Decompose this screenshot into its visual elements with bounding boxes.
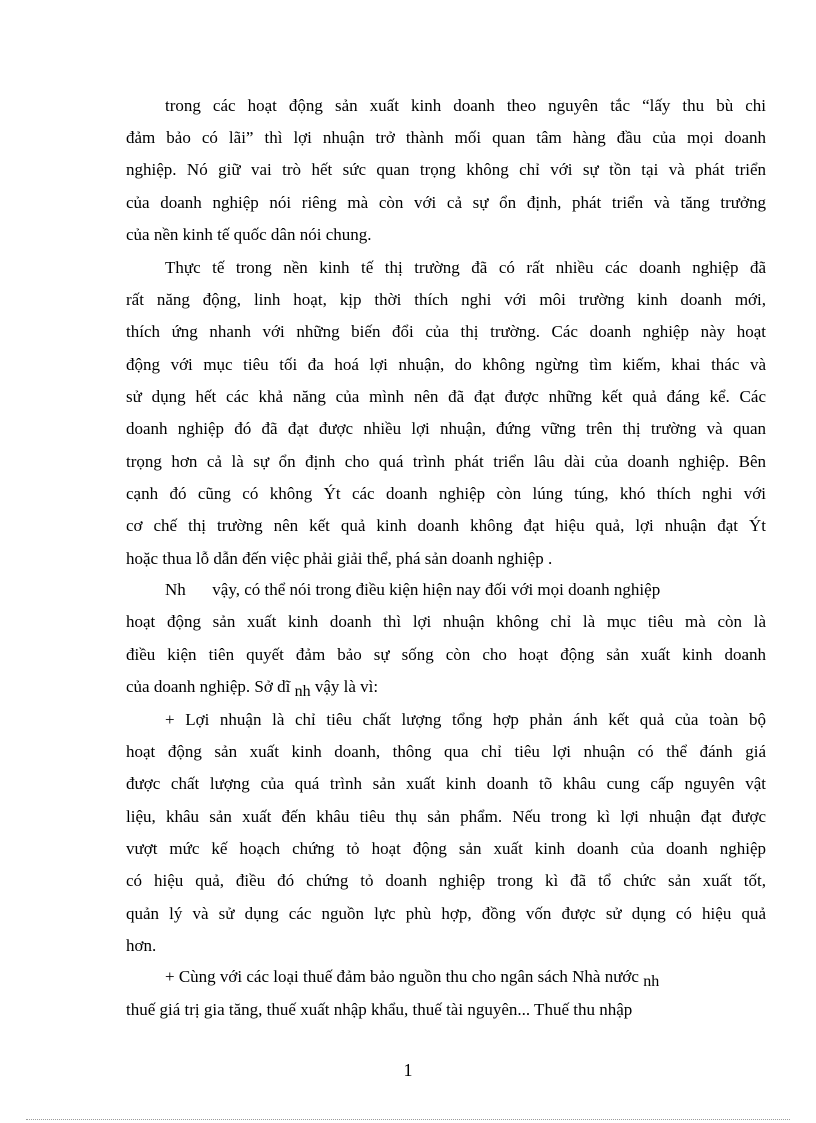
text-line: trong các hoạt động sản xuất kinh doanh theo nguyên tắc “lấy thu bù chi (165, 96, 766, 115)
text-line: quản lý và sử dụng các nguồn lực phù hợp, đồng vốn được sử dụng có hiệu quả (126, 904, 766, 923)
text-fragment: vậy, có thể nói trong điều kiện hiện nay đối với mọi doanh nghiệp (212, 580, 661, 599)
text-fragment: Nh (165, 580, 186, 599)
text-line: được chất lượng của quá trình sản xuất kinh doanh tõ khâu cung cấp nguyên vật (126, 774, 766, 793)
text-line: hơn. (126, 936, 157, 955)
text-line: điều kiện tiên quyết đảm bảo sự sống còn cho hoạt động sản xuất kinh doanh (126, 645, 766, 664)
page-number: 1 (403, 1060, 413, 1080)
text-line (126, 677, 766, 698)
text-line: có hiệu quả, điều đó chứng tỏ doanh nghiệp trong kì đã tổ chức sản xuất tốt, (126, 871, 766, 890)
page-border-dots (26, 1119, 790, 1120)
text-line: + Lợi nhuận là chỉ tiêu chất lượng tổng hợp phản ánh kết quả của toàn bộ (165, 710, 766, 729)
text-line: thích ứng nhanh với những biến đổi của thị trường. Các doanh nghiệp này hoạt (126, 322, 766, 341)
text-line (165, 967, 766, 988)
text-line: hoạt động sản xuất kinh doanh, thông qua chỉ tiêu lợi nhuận có thể đánh giá (126, 742, 766, 761)
text-line: nghiệp. Nó giữ vai trò hết sức quan trọng không chỉ với sự tồn tại và phát triển (126, 160, 766, 179)
text-fragment: nh (643, 973, 660, 990)
text-line: hoặc thua lỗ dẫn đến việc phải giải thể, phá sản doanh nghiệp . (126, 549, 553, 568)
text-line: sử dụng hết các khả năng của mình nên đã đạt được những kết quả đáng kể. Các (126, 387, 766, 406)
text-line: hoạt động sản xuất kinh doanh thì lợi nhuận không chỉ là mục tiêu mà còn là (126, 612, 766, 631)
text-line: vượt mức kế hoạch chứng tỏ hoạt động sản xuất kinh doanh của doanh nghiệp (126, 839, 766, 858)
text-line: doanh nghiệp đó đã đạt được nhiều lợi nhuận, đứng vững trên thị trường và quan (126, 419, 766, 438)
text-line: cạnh đó cũng có không Ýt các doanh nghiệp còn lúng túng, khó thích nghi với (126, 484, 766, 503)
text-line: của nền kinh tế quốc dân nói chung. (126, 225, 372, 244)
text-line: Thực tế trong nền kinh tế thị trường đã có rất nhiều các doanh nghiệp đã (165, 258, 766, 277)
text-line: đảm bảo có lãi” thì lợi nhuận trở thành mối quan tâm hàng đầu của mọi doanh (126, 128, 766, 147)
text-line: cơ chế thị trường nên kết quả kinh doanh không đạt hiệu quả, lợi nhuận đạt Ýt (126, 516, 766, 535)
text-line (165, 580, 766, 600)
text-fragment: + Cùng với các loại thuế đảm bảo nguồn thu cho ngân sách Nhà nước (165, 967, 639, 986)
text-line: động với mục tiêu tối đa hoá lợi nhuận, do không ngừng tìm kiếm, khai thác và (126, 355, 766, 374)
text-fragment: của doanh nghiệp. Sở dĩ (126, 677, 291, 696)
text-line: của doanh nghiệp nói riêng mà còn với cả sự ổn định, phát triển và tăng trưởng (126, 193, 766, 212)
text-line: thuế giá trị gia tăng, thuế xuất nhập khẩu, thuế tài nguyên... Thuế thu nhập (126, 1000, 633, 1019)
text-line: trọng hơn cả là sự ổn định cho quá trình phát triển lâu dài của doanh nghiệp. Bên (126, 452, 766, 471)
text-fragment: vậy là vì: (314, 677, 379, 696)
text-line: rất năng động, linh hoạt, kịp thời thích nghi với môi trường kinh doanh mới, (126, 290, 766, 309)
text-fragment: nh (294, 683, 311, 700)
text-line: liệu, khâu sản xuất đến khâu tiêu thụ sản phẩm. Nếu trong kì lợi nhuận đạt được (126, 807, 766, 826)
